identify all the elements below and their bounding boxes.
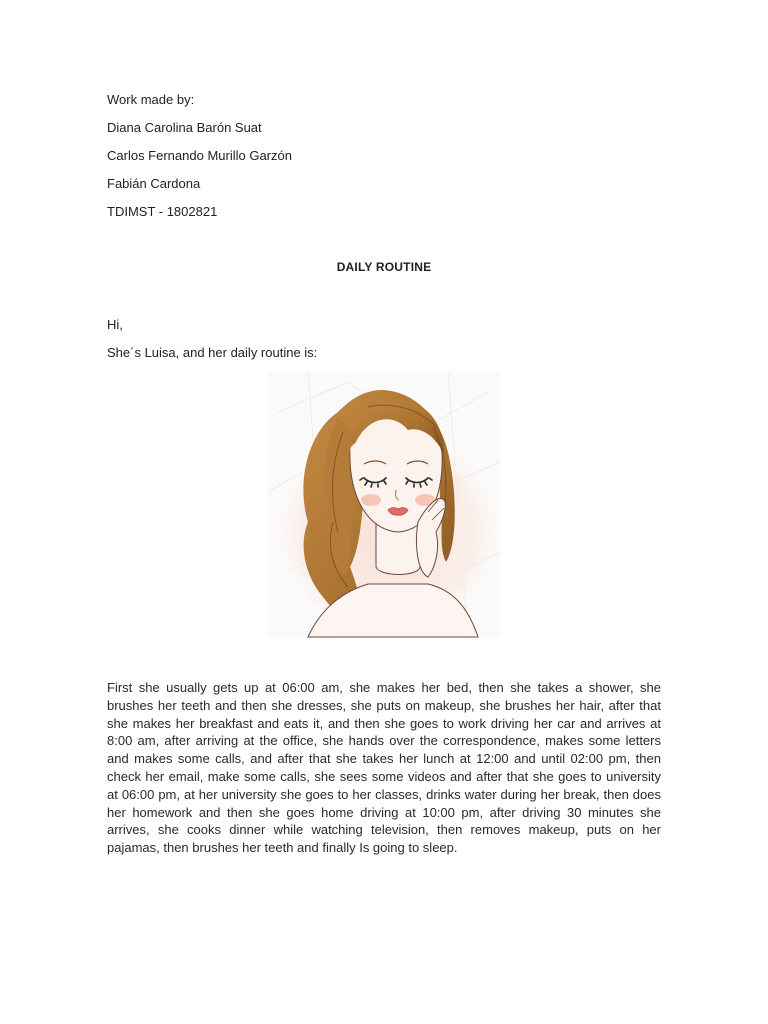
course-code: TDIMST - 1802821 — [107, 204, 218, 219]
author-name: Fabián Cardona — [107, 176, 201, 191]
authors-heading: Work made by: — [107, 92, 195, 107]
author-name: Carlos Fernando Murillo Garzón — [107, 148, 292, 163]
greeting: Hi, — [107, 317, 123, 332]
intro-line: She´s Luisa, and her daily routine is: — [107, 345, 318, 360]
document-title: DAILY ROUTINE — [336, 260, 432, 274]
woman-portrait-illustration — [268, 372, 500, 638]
routine-paragraph: First she usually gets up at 06:00 am, she makes her bed, then she takes a shower, she brushes her teeth and then she dresses, she puts on makeup, she brushes her hair, after that she makes her breakfast and eats it, and then she goes to work driving her car and arrives at 8:00 am, after arriving at the office, she hands over the correspondence, makes some letters and makes some calls, and after that she takes her lunch at 12:00 and until 02:00 pm, then check her email, make some calls, she sees some videos and after that she goes to university at 06:00 pm, at her university she goes to her classes, drinks water during her break, then does her homework and then she goes home driving at 10:00 pm, after driving 30 minutes she arrives, she cooks dinner while watching television, then removes makeup, puts on her pajamas, then brushes her teeth and finally Is going to sleep. — [107, 680, 661, 856]
author-name: Diana Carolina Barón Suat — [107, 120, 262, 135]
